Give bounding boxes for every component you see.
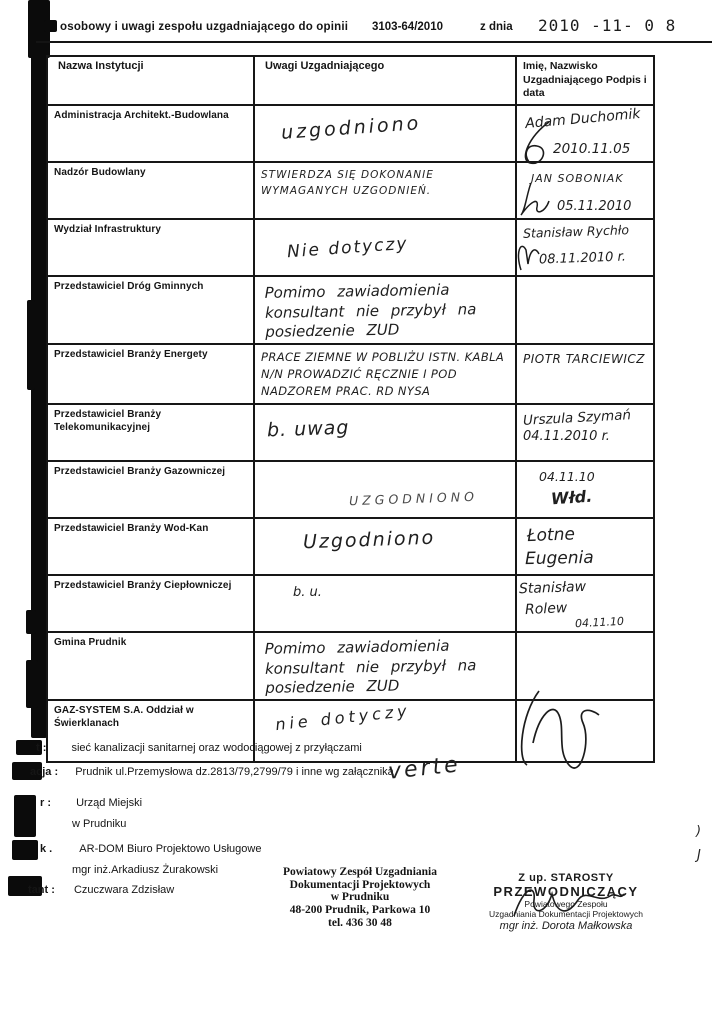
remarks-cell bbox=[254, 404, 516, 461]
remarks-cell bbox=[254, 276, 516, 345]
institution-cell: Wydział Infrastruktury bbox=[47, 219, 254, 276]
signature-date: 04.11.10 bbox=[574, 614, 625, 631]
footer-line-designer-2 bbox=[72, 864, 218, 876]
scan-artifact-blob bbox=[14, 795, 36, 837]
handwritten-remark: Pomimo zawiadomienia konsultant nie przybył na posiedzenie ZUD bbox=[264, 636, 477, 697]
signature-cell bbox=[516, 404, 654, 461]
signature-name: JAN SOBONIAK bbox=[531, 171, 624, 185]
footer-label: tant : bbox=[28, 884, 55, 896]
handwritten-remark: UZGODNIONO bbox=[348, 488, 479, 509]
handwritten-remark: b. u. bbox=[293, 584, 322, 600]
remarks-cell bbox=[254, 105, 516, 162]
footer-text: mgr inż.Arkadiusz Żurakowski bbox=[72, 864, 219, 876]
col-header-signature: Imię, Nazwisko Uzgadniającego Podpis i data bbox=[516, 56, 654, 105]
footer-label: t : bbox=[36, 742, 47, 754]
footer-label: r : bbox=[40, 797, 51, 809]
footer-line-object bbox=[36, 742, 362, 754]
table-row bbox=[47, 105, 654, 162]
remarks-cell bbox=[254, 461, 516, 518]
footer-label: acja : bbox=[30, 766, 59, 778]
institution-cell: Nadzór Budowlany bbox=[47, 162, 254, 219]
signature-date: 08.11.2010 r. bbox=[538, 249, 627, 268]
handwritten-remark: Uzgodniono bbox=[302, 526, 436, 554]
institution-cell: Gmina Prudnik bbox=[47, 632, 254, 701]
signature-date: 05.11.2010 bbox=[557, 198, 632, 214]
handwritten-remark: Pomimo zawiadomienia konsultant nie przybył na posiedzenie ZUD bbox=[264, 280, 477, 341]
institution-cell: Przedstawiciel Branży Telekomunikacyjnej bbox=[47, 404, 254, 461]
institution-cell: Przedstawiciel Dróg Gminnych bbox=[47, 276, 254, 345]
signature-initials: Włd. bbox=[550, 486, 593, 509]
footer-label: k . bbox=[40, 843, 53, 855]
signature-name: Łotne bbox=[526, 524, 576, 546]
footer-text: w Prudniku bbox=[72, 818, 127, 830]
table-row bbox=[47, 575, 654, 632]
col-header-institution: Nazwa Instytucji bbox=[47, 56, 254, 105]
signature-date: 2010.11.05 bbox=[553, 140, 631, 157]
margin-pen-mark: J bbox=[697, 848, 701, 863]
signature-cell bbox=[516, 518, 654, 575]
handwritten-remark: Nie dotyczy bbox=[286, 233, 410, 263]
remarks-cell bbox=[254, 344, 516, 403]
document-title-fragment: osobowy i uwagi zespołu uzgadniającego do opinii bbox=[60, 21, 349, 33]
signature-cell bbox=[516, 700, 654, 762]
footer-line-designer bbox=[40, 843, 261, 855]
stamp-line: w Prudniku bbox=[330, 891, 390, 904]
col-header-remarks: Uwagi Uzgadniającego bbox=[254, 56, 516, 105]
signature-scribble bbox=[513, 238, 541, 277]
footer-text: sieć kanalizacji sanitarnej oraz wodociągowej z przyłączami bbox=[71, 742, 362, 754]
case-number: 3103-64/2010 bbox=[372, 21, 443, 33]
footer-line-consultant bbox=[28, 884, 174, 896]
stamp-line: Powiatowego Zespołu bbox=[524, 899, 608, 909]
table-row bbox=[47, 162, 654, 219]
handwritten-remark: b. uwag bbox=[266, 416, 350, 442]
date-stamp: 2010 -11- 0 8 bbox=[538, 16, 677, 35]
table-row bbox=[47, 461, 654, 518]
signature-name: Urszula Szymań bbox=[522, 406, 632, 429]
signature-scribble bbox=[517, 181, 557, 222]
signature-cell bbox=[516, 344, 654, 403]
stamp-line: Dokumentacji Projektowych bbox=[289, 878, 431, 891]
footer-line-investor-2 bbox=[72, 818, 126, 830]
table-row bbox=[47, 518, 654, 575]
signature-scribble bbox=[511, 689, 607, 778]
remarks-cell bbox=[254, 632, 516, 701]
remarks-cell bbox=[254, 219, 516, 276]
scan-artifact-blob bbox=[44, 20, 57, 32]
table-header-row bbox=[47, 56, 654, 105]
stamp-line: Z up. STAROSTY bbox=[518, 872, 614, 884]
scan-artifact-blob bbox=[12, 840, 38, 860]
handwritten-remark: nie dotyczy bbox=[274, 701, 412, 735]
margin-pen-mark: ) bbox=[696, 824, 702, 839]
institution-cell: Przedstawiciel Branży Ciepłowniczej bbox=[47, 575, 254, 632]
table-row bbox=[47, 344, 654, 403]
signature-name: Adam Duchomik bbox=[524, 105, 642, 132]
institution-cell: Przedstawiciel Branży Wod-Kan bbox=[47, 518, 254, 575]
signature-name-2: Rolew bbox=[524, 599, 568, 618]
signature-cell bbox=[516, 276, 654, 345]
table-row bbox=[47, 219, 654, 276]
handwritten-remark: STWIERDZA SIĘ DOKONANIE WYMAGANYCH UZGODNIEŃ. bbox=[261, 168, 434, 197]
stamp-line: 48-200 Prudnik, Parkowa 10 bbox=[289, 903, 431, 916]
remarks-cell bbox=[254, 518, 516, 575]
agreement-table bbox=[46, 55, 655, 763]
signature-name-2: Eugenia bbox=[524, 547, 594, 569]
chairwoman-signature-scribble bbox=[506, 880, 626, 929]
remarks-cell bbox=[254, 162, 516, 219]
stamp-signer-name: mgr inż. Dorota Małkowska bbox=[499, 920, 633, 932]
handwritten-verte-note: verte bbox=[386, 752, 462, 785]
signature-cell bbox=[516, 461, 654, 518]
signature-date: 04.11.2010 r. bbox=[523, 428, 610, 444]
footer-text: AR-DOM Biuro Projektowo Usługowe bbox=[79, 843, 262, 855]
signature-name: Stanisław bbox=[518, 578, 587, 597]
footer-text: Prudnik ul.Przemysłowa dz.2813/79,2799/79 i inne wg załącznika bbox=[75, 766, 394, 778]
stamp-line: Powiatowy Zespół Uzgadniania bbox=[283, 866, 437, 878]
approval-stamp bbox=[458, 872, 674, 932]
institution-cell: Przedstawiciel Branży Energety bbox=[47, 344, 254, 403]
institution-cell: GAZ-SYSTEM S.A. Oddział w Świerklanach bbox=[47, 700, 254, 762]
signature-cell bbox=[516, 105, 654, 162]
signature-name: PIOTR TARCIEWICZ bbox=[523, 352, 645, 367]
header-rule bbox=[36, 41, 712, 43]
footer-line-location bbox=[30, 766, 394, 778]
signature-cell bbox=[516, 219, 654, 276]
scan-artifact-blob bbox=[27, 300, 35, 390]
footer-text: Urząd Miejski bbox=[76, 797, 143, 809]
table-row bbox=[47, 404, 654, 461]
signature-cell bbox=[516, 575, 654, 632]
signature-cell bbox=[516, 162, 654, 219]
institution-cell: Przedstawiciel Branży Gazowniczej bbox=[47, 461, 254, 518]
handwritten-remark: uzgodniono bbox=[280, 112, 422, 144]
footer-text: Czuczwara Zdzisław bbox=[73, 884, 175, 896]
signature-name: Stanisław Rychło bbox=[522, 222, 630, 241]
office-address-stamp bbox=[248, 866, 472, 929]
table-row bbox=[47, 276, 654, 345]
stamp-line: PRZEWODNICZĄCY bbox=[493, 884, 639, 899]
footer-line-investor bbox=[40, 797, 142, 809]
date-label: z dnia bbox=[480, 21, 513, 33]
signature-date: 04.11.10 bbox=[539, 468, 595, 484]
scan-artifact-blob bbox=[26, 610, 36, 634]
remarks-cell bbox=[254, 575, 516, 632]
institution-cell: Administracja Architekt.-Budowlana bbox=[47, 105, 254, 162]
scan-artifact-blob bbox=[26, 660, 38, 708]
handwritten-remark: PRACE ZIEMNE W POBLIŻU ISTN. KABLA N/N PROWADZIĆ RĘCZNIE I POD NADZOREM PRAC. RD NYSA bbox=[261, 350, 505, 398]
stamp-line: tel. 436 30 48 bbox=[328, 916, 392, 929]
stamp-line: Uzgadniania Dokumentacji Projektowych bbox=[488, 909, 644, 919]
